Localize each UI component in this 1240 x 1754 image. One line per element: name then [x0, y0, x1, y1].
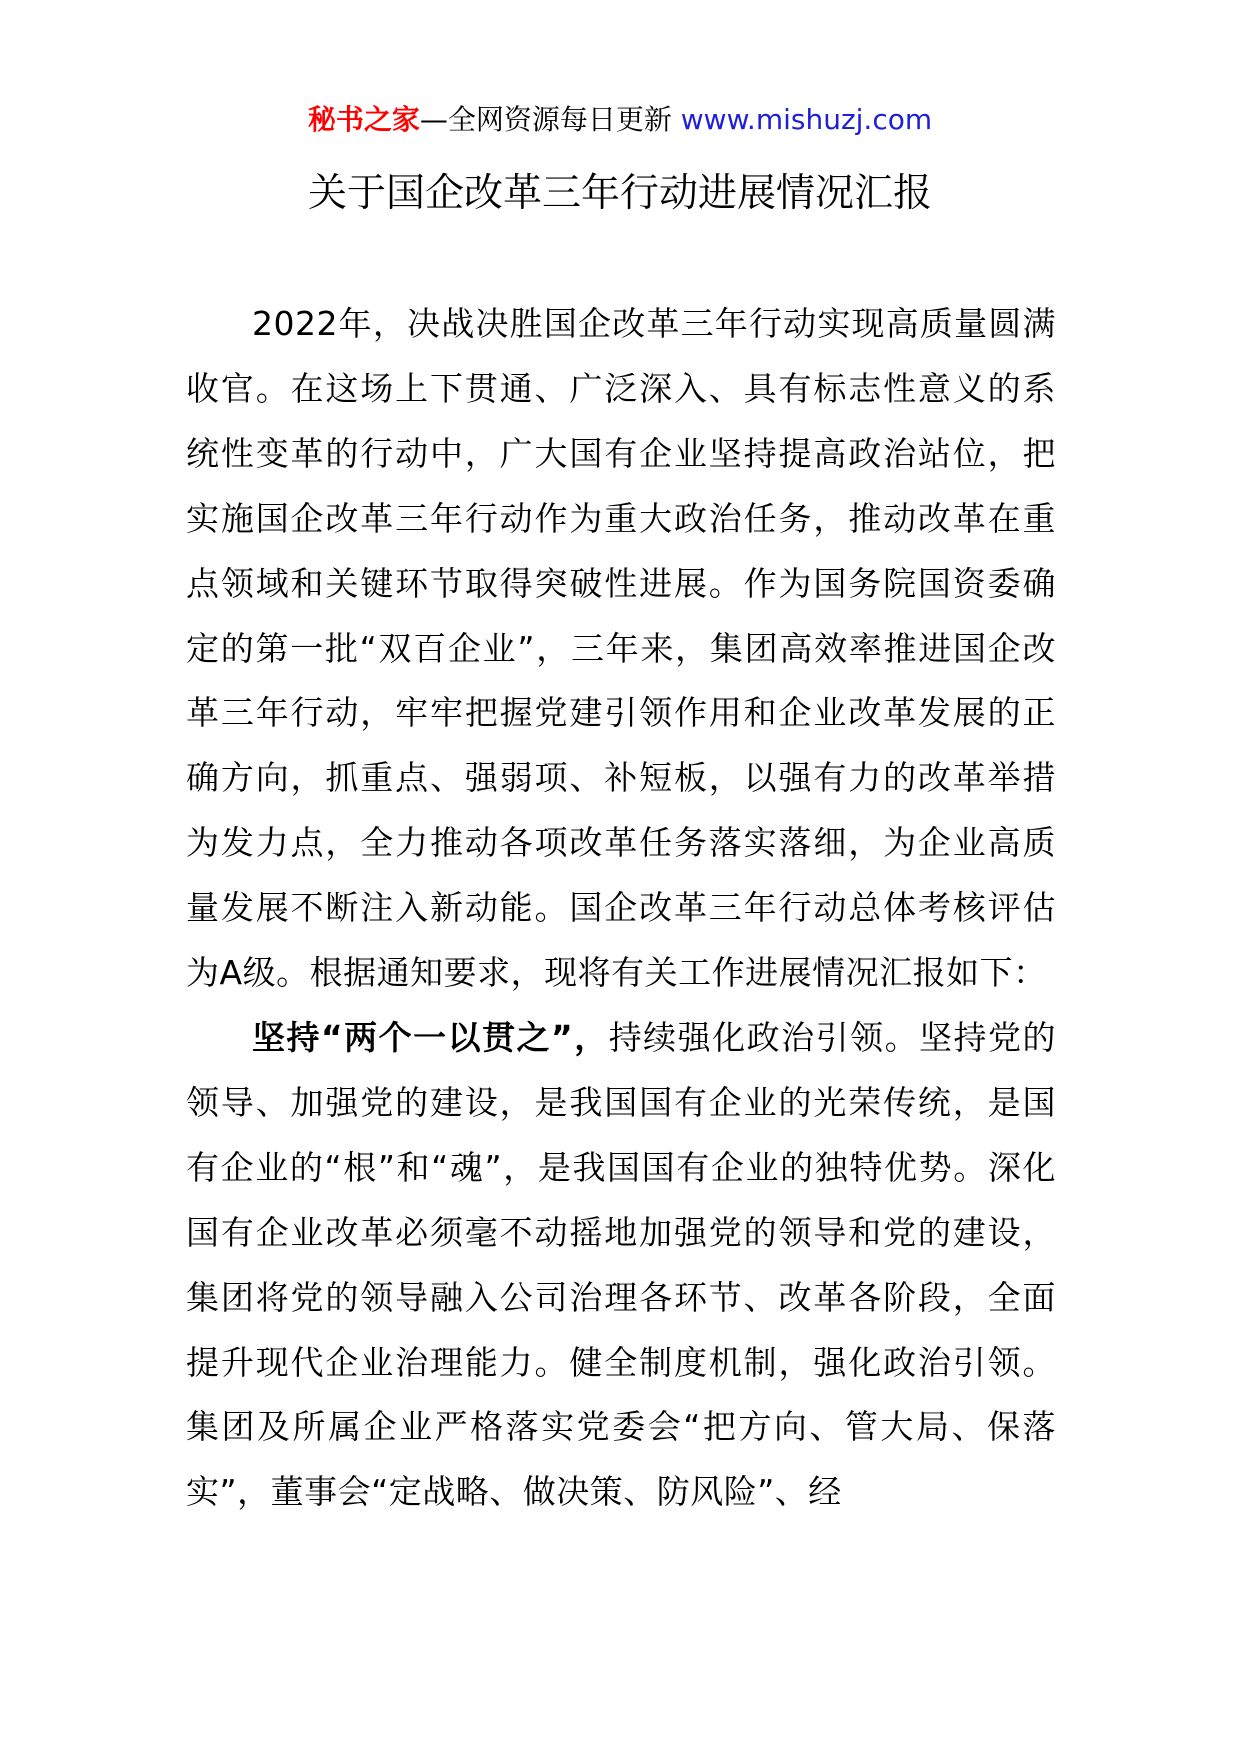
paragraph-political-leadership: [186, 1006, 1056, 1525]
site-header: [0, 100, 1240, 140]
site-name: 秘书之家: [307, 103, 420, 136]
site-url: www.mishuzj.com: [680, 103, 933, 136]
document-title: 关于国企改革三年行动进展情况汇报: [307, 171, 932, 216]
site-tagline: —全网资源每日更新: [419, 103, 681, 136]
paragraph-text: 持续强化政治引领。坚持党的领导、加强党的建设，是我国国有企业的光荣传统，是国有企业的“根”和“魂”，是我国国有企业的独特优势。深化国有企业改革必须毫不动摇地加强党的领导和党的建设，集团将党的领导融入公司治理各环节、改革各阶段，全面提升现代企业治理能力。健全制度机制，强化政治引领。集团及所属企业严格落实党委会“把方向、管大局、保落实”，董事会“定战略、做决策、防风险”、经: [186, 1017, 1056, 1512]
paragraph-lead: 坚持“两个一以贯之”，: [252, 1017, 609, 1057]
document-body: [186, 292, 1056, 1525]
paragraph-intro: 2022年，决战决胜国企改革三年行动实现高质量圆满收官。在这场上下贯通、广泛深入、具有标志性意义的系统性变革的行动中，广大国有企业坚持提高政治站位，把实施国企改革三年行动作为重大政治任务，推动改革在重点领域和关键环节取得突破性进展。作为国务院国资委确定的第一批“双百企业”，三年来，集团高效率推进国企改革三年行动，牢牢把握党建引领作用和企业改革发展的正确方向，抓重点、强弱项、补短板，以强有力的改革举措为发力点，全力推动各项改革任务落实落细，为企业高质量发展不断注入新动能。国企改革三年行动总体考核评估为A级。根据通知要求，现将有关工作进展情况汇报如下：: [186, 304, 1056, 993]
